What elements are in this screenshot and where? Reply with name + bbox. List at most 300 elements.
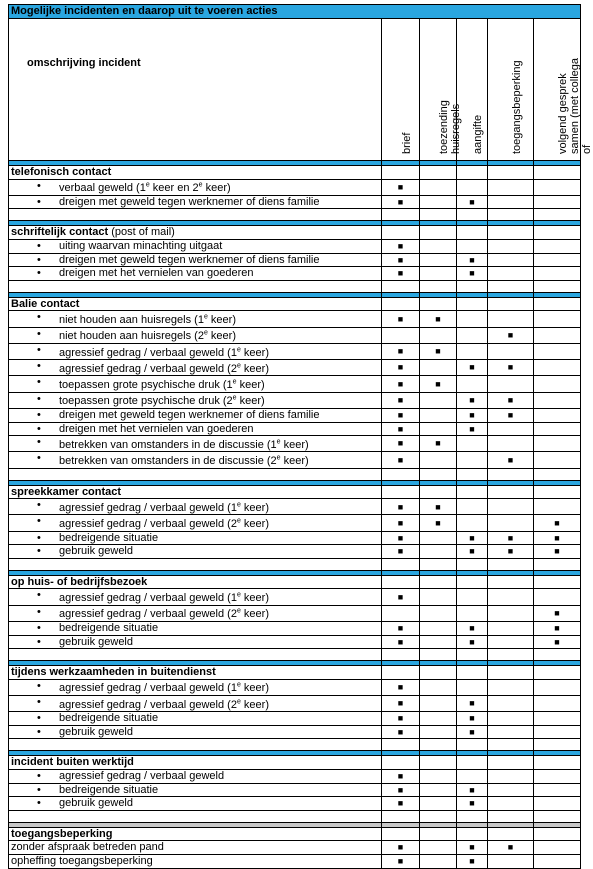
incident-description (9, 679, 382, 695)
empty-cell (420, 468, 457, 480)
empty-cell (488, 311, 534, 327)
table-row (9, 311, 581, 327)
empty-cell (382, 756, 420, 770)
empty-cell (420, 827, 457, 841)
empty-cell (488, 468, 534, 480)
check-mark-icon: ■ (457, 621, 488, 635)
incident-description (9, 240, 382, 254)
empty-cell (9, 739, 382, 751)
empty-cell (457, 679, 488, 695)
check-mark-icon: ■ (534, 515, 581, 531)
incident-description (9, 841, 382, 855)
table-row (9, 712, 581, 726)
table-title: Mogelijke incidenten en daarop uit te voeren acties (9, 5, 581, 19)
check-mark-icon: ■ (382, 515, 420, 531)
empty-cell (488, 827, 534, 841)
empty-cell (382, 226, 420, 240)
empty-cell (534, 725, 581, 739)
incident-description (9, 515, 382, 531)
column-header-row (9, 19, 581, 161)
empty-cell (534, 696, 581, 712)
empty-cell (9, 810, 382, 822)
section-label: Balie contact (11, 297, 80, 310)
bullet-icon: • (37, 311, 41, 324)
check-mark-icon: ■ (382, 240, 420, 254)
incident-text: agressief gedrag / verbaal geweld (2e keer) (59, 607, 269, 621)
table-row (9, 679, 581, 695)
empty-cell (420, 327, 457, 343)
section-label: op huis- of bedrijfsbezoek (11, 575, 148, 588)
empty-cell (488, 797, 534, 811)
empty-cell (534, 783, 581, 797)
section-label: tijdens werkzaamheden in buitendienst (11, 666, 216, 679)
empty-cell (420, 209, 457, 221)
empty-cell (488, 376, 534, 392)
empty-cell (420, 297, 457, 311)
table-row (9, 531, 581, 545)
empty-cell (534, 712, 581, 726)
table-row (9, 179, 581, 195)
check-mark-icon: ■ (420, 311, 457, 327)
incident-description (9, 635, 382, 649)
check-mark-icon: ■ (382, 452, 420, 468)
incident-description (9, 621, 382, 635)
empty-cell (457, 468, 488, 480)
incident-text: dreigen met het vernielen van goederen (59, 267, 254, 280)
empty-cell (534, 422, 581, 436)
empty-cell (534, 360, 581, 376)
section-title (9, 666, 382, 680)
incident-document (8, 4, 593, 869)
incident-text: gebruik geweld (59, 797, 133, 810)
empty-cell (457, 515, 488, 531)
check-mark-icon: ■ (488, 452, 534, 468)
incident-text: bedreigende situatie (59, 531, 159, 544)
check-mark-icon: ■ (457, 392, 488, 408)
empty-cell (534, 499, 581, 515)
incident-description (9, 392, 382, 408)
table-row (9, 621, 581, 635)
check-mark-icon: ■ (382, 841, 420, 855)
incident-text: agressief gedrag / verbaal geweld (59, 770, 225, 783)
empty-cell (457, 739, 488, 751)
table-row (9, 408, 581, 422)
incident-description (9, 360, 382, 376)
empty-cell (534, 855, 581, 869)
incident-description (9, 195, 382, 209)
empty-cell (534, 827, 581, 841)
empty-cell (488, 240, 534, 254)
check-mark-icon: ■ (457, 408, 488, 422)
incident-description (9, 436, 382, 452)
empty-cell (534, 468, 581, 480)
empty-cell (488, 166, 534, 180)
check-mark-icon: ■ (382, 311, 420, 327)
incident-text: dreigen met het vernielen van goederen (59, 422, 254, 435)
check-mark-icon: ■ (382, 635, 420, 649)
bullet-icon: • (37, 376, 41, 389)
bullet-icon: • (37, 696, 41, 708)
table-row (9, 783, 581, 797)
incident-description (9, 605, 382, 621)
header-volgend-gesprek: volgend gesprek samen (met collega of (534, 19, 581, 161)
empty-cell (534, 166, 581, 180)
incident-text: dreigen met geweld tegen werknemer of diens familie (59, 253, 320, 266)
check-mark-icon: ■ (457, 841, 488, 855)
empty-cell (534, 679, 581, 695)
bullet-icon: • (37, 422, 41, 435)
incident-text: agressief gedrag / verbaal geweld (2e keer) (59, 698, 269, 711)
incident-text: agressief gedrag / verbaal geweld (1e keer) (59, 501, 269, 514)
incident-description (9, 797, 382, 811)
bullet-icon: • (37, 635, 41, 648)
empty-cell (534, 226, 581, 240)
empty-cell (534, 376, 581, 392)
empty-cell (382, 605, 420, 621)
empty-cell (534, 666, 581, 680)
empty-cell (420, 739, 457, 751)
check-mark-icon: ■ (457, 783, 488, 797)
empty-cell (382, 327, 420, 343)
empty-cell (534, 343, 581, 359)
check-mark-icon: ■ (382, 195, 420, 209)
empty-cell (488, 422, 534, 436)
header-toezending-huisregels: toezending huisregels (420, 19, 457, 161)
empty-cell (457, 240, 488, 254)
empty-cell (9, 209, 382, 221)
check-mark-icon: ■ (382, 696, 420, 712)
bullet-icon: • (37, 392, 41, 405)
empty-cell (488, 343, 534, 359)
incident-description (9, 253, 382, 267)
empty-cell (420, 605, 457, 621)
incident-description (9, 783, 382, 797)
section-title (9, 485, 382, 499)
empty-cell (534, 797, 581, 811)
check-mark-icon: ■ (457, 855, 488, 869)
header-description: omschrijving incident (9, 19, 382, 161)
spacer-row (9, 558, 581, 570)
empty-cell (488, 621, 534, 635)
check-mark-icon: ■ (382, 679, 420, 695)
check-mark-icon: ■ (382, 783, 420, 797)
empty-cell (488, 756, 534, 770)
empty-cell (488, 783, 534, 797)
empty-cell (488, 739, 534, 751)
empty-cell (457, 311, 488, 327)
empty-cell (420, 810, 457, 822)
empty-cell (420, 712, 457, 726)
empty-cell (420, 531, 457, 545)
empty-cell (382, 485, 420, 499)
incident-text: dreigen met geweld tegen werknemer of diens familie (59, 195, 320, 208)
empty-cell (488, 635, 534, 649)
table-row (9, 545, 581, 559)
empty-cell (420, 666, 457, 680)
incident-description (9, 712, 382, 726)
check-mark-icon: ■ (534, 545, 581, 559)
table-row (9, 240, 581, 254)
empty-cell (420, 855, 457, 869)
section-label: spreekkamer contact (11, 485, 122, 498)
empty-cell (420, 797, 457, 811)
empty-cell (457, 558, 488, 570)
check-mark-icon: ■ (382, 589, 420, 605)
empty-cell (457, 827, 488, 841)
table-row (9, 253, 581, 267)
bullet-icon: • (37, 621, 41, 634)
table-row (9, 589, 581, 605)
table-row (9, 770, 581, 784)
empty-cell (488, 515, 534, 531)
check-mark-icon: ■ (382, 725, 420, 739)
empty-cell (534, 452, 581, 468)
empty-cell (488, 605, 534, 621)
empty-cell (457, 343, 488, 359)
empty-cell (457, 666, 488, 680)
incident-description (9, 376, 382, 392)
check-mark-icon: ■ (457, 195, 488, 209)
check-mark-icon: ■ (382, 253, 420, 267)
empty-cell (534, 558, 581, 570)
bullet-icon: • (37, 725, 41, 738)
empty-cell (420, 408, 457, 422)
section-title (9, 166, 382, 180)
incident-text: agressief gedrag / verbaal geweld (2e keer) (59, 517, 269, 531)
empty-cell (488, 499, 534, 515)
check-mark-icon: ■ (457, 696, 488, 712)
check-mark-icon: ■ (382, 531, 420, 545)
empty-cell (534, 280, 581, 292)
empty-cell (488, 179, 534, 195)
incident-description (9, 179, 382, 195)
empty-cell (534, 649, 581, 661)
section-header-row (9, 226, 581, 240)
check-mark-icon: ■ (534, 605, 581, 621)
empty-cell (488, 297, 534, 311)
empty-cell (9, 649, 382, 661)
check-mark-icon: ■ (382, 392, 420, 408)
check-mark-icon: ■ (457, 545, 488, 559)
incident-text: bedreigende situatie (59, 621, 159, 634)
incident-description (9, 311, 382, 327)
incident-text: uiting waarvan minachting uitgaat (59, 240, 223, 253)
empty-cell (488, 770, 534, 784)
check-mark-icon: ■ (457, 712, 488, 726)
check-mark-icon: ■ (420, 515, 457, 531)
empty-cell (420, 545, 457, 559)
check-mark-icon: ■ (382, 855, 420, 869)
incident-text: betrekken van omstanders in de discussie (2e keer) (59, 454, 309, 467)
empty-cell (420, 635, 457, 649)
empty-cell (382, 209, 420, 221)
bullet-icon: • (37, 545, 41, 558)
incident-text: verbaal geweld (1e keer en 2e keer) (59, 181, 231, 195)
empty-cell (420, 783, 457, 797)
bullet-icon: • (37, 267, 41, 280)
empty-cell (9, 558, 382, 570)
empty-cell (534, 770, 581, 784)
empty-cell (382, 649, 420, 661)
empty-cell (457, 605, 488, 621)
check-mark-icon: ■ (382, 545, 420, 559)
empty-cell (382, 297, 420, 311)
incident-text: toepassen grote psychische druk (2e keer) (59, 394, 265, 408)
empty-cell (534, 240, 581, 254)
check-mark-icon: ■ (488, 545, 534, 559)
check-mark-icon: ■ (457, 725, 488, 739)
empty-cell (457, 756, 488, 770)
check-mark-icon: ■ (457, 635, 488, 649)
empty-cell (420, 621, 457, 635)
empty-cell (488, 855, 534, 869)
incident-description (9, 531, 382, 545)
empty-cell (457, 452, 488, 468)
empty-cell (534, 810, 581, 822)
empty-cell (534, 408, 581, 422)
check-mark-icon: ■ (420, 343, 457, 359)
incident-description (9, 499, 382, 515)
empty-cell (420, 392, 457, 408)
bullet-icon: • (37, 499, 41, 512)
check-mark-icon: ■ (488, 327, 534, 343)
table-title-row (9, 5, 581, 19)
section-label: toegangsbeperking (11, 827, 113, 840)
section-header-row (9, 575, 581, 589)
check-mark-icon: ■ (420, 436, 457, 452)
empty-cell (534, 756, 581, 770)
empty-cell (488, 226, 534, 240)
section-header-row (9, 756, 581, 770)
incident-description (9, 327, 382, 343)
check-mark-icon: ■ (382, 712, 420, 726)
spacer-row (9, 739, 581, 751)
check-mark-icon: ■ (382, 360, 420, 376)
incident-text: gebruik geweld (59, 635, 133, 648)
empty-cell (420, 422, 457, 436)
bullet-icon: • (37, 179, 41, 192)
incident-text: bedreigende situatie (59, 783, 159, 796)
incident-text: gebruik geweld (59, 725, 133, 738)
incident-text: gebruik geweld (59, 545, 133, 558)
section-label: telefonisch contact (11, 166, 112, 178)
spacer-row (9, 209, 581, 221)
bullet-icon: • (37, 531, 41, 544)
empty-cell (534, 589, 581, 605)
empty-cell (534, 485, 581, 499)
empty-cell (534, 739, 581, 751)
bullet-icon: • (37, 195, 41, 208)
bullet-icon: • (37, 343, 41, 356)
empty-cell (534, 841, 581, 855)
empty-cell (488, 195, 534, 209)
empty-cell (457, 810, 488, 822)
check-mark-icon: ■ (382, 422, 420, 436)
bullet-icon: • (37, 436, 41, 449)
check-mark-icon: ■ (534, 635, 581, 649)
empty-cell (9, 468, 382, 480)
empty-cell (420, 841, 457, 855)
table-row (9, 327, 581, 343)
check-mark-icon: ■ (382, 408, 420, 422)
incident-description (9, 696, 382, 712)
incident-description (9, 343, 382, 359)
header-toegangsbeperking: toegangsbeperking (488, 19, 534, 161)
incident-description (9, 589, 382, 605)
empty-cell (382, 558, 420, 570)
empty-cell (382, 827, 420, 841)
bullet-icon: • (37, 452, 41, 465)
spacer-row (9, 810, 581, 822)
empty-cell (420, 725, 457, 739)
empty-cell (534, 392, 581, 408)
empty-cell (457, 179, 488, 195)
incident-description (9, 408, 382, 422)
incident-text: zonder afspraak betreden pand (11, 841, 164, 854)
empty-cell (534, 253, 581, 267)
empty-cell (534, 179, 581, 195)
section-header-row (9, 827, 581, 841)
incident-text: agressief gedrag / verbaal geweld (1e keer) (59, 681, 269, 695)
empty-cell (488, 253, 534, 267)
empty-cell (534, 195, 581, 209)
check-mark-icon: ■ (488, 408, 534, 422)
incident-description (9, 725, 382, 739)
bullet-icon: • (37, 605, 41, 618)
empty-cell (534, 327, 581, 343)
section-title (9, 575, 382, 589)
check-mark-icon: ■ (488, 360, 534, 376)
empty-cell (534, 209, 581, 221)
table-row (9, 696, 581, 712)
incident-text: dreigen met geweld tegen werknemer of diens familie (59, 408, 320, 421)
bullet-icon: • (37, 253, 41, 266)
incident-description (9, 770, 382, 784)
check-mark-icon: ■ (382, 770, 420, 784)
incident-text: niet houden aan huisregels (2e keer) (59, 329, 236, 343)
empty-cell (488, 696, 534, 712)
empty-cell (420, 756, 457, 770)
empty-cell (420, 267, 457, 281)
empty-cell (488, 558, 534, 570)
incident-text: agressief gedrag / verbaal geweld (1e keer) (59, 591, 269, 605)
empty-cell (457, 499, 488, 515)
bullet-icon: • (37, 712, 41, 725)
incident-description (9, 545, 382, 559)
spacer-row (9, 468, 581, 480)
bullet-icon: • (37, 327, 41, 340)
bullet-icon: • (37, 783, 41, 796)
table-row (9, 376, 581, 392)
check-mark-icon: ■ (488, 841, 534, 855)
header-brief: brief (382, 19, 420, 161)
bullet-icon: • (37, 797, 41, 810)
empty-cell (382, 166, 420, 180)
table-row (9, 499, 581, 515)
empty-cell (488, 666, 534, 680)
incident-text: toepassen grote psychische druk (1e keer) (59, 378, 265, 392)
bullet-icon: • (37, 240, 41, 253)
check-mark-icon: ■ (457, 531, 488, 545)
bullet-icon: • (37, 679, 41, 692)
section-header-row (9, 485, 581, 499)
check-mark-icon: ■ (382, 376, 420, 392)
empty-cell (420, 360, 457, 376)
empty-cell (488, 712, 534, 726)
empty-cell (420, 558, 457, 570)
spacer-row (9, 280, 581, 292)
empty-cell (420, 575, 457, 589)
